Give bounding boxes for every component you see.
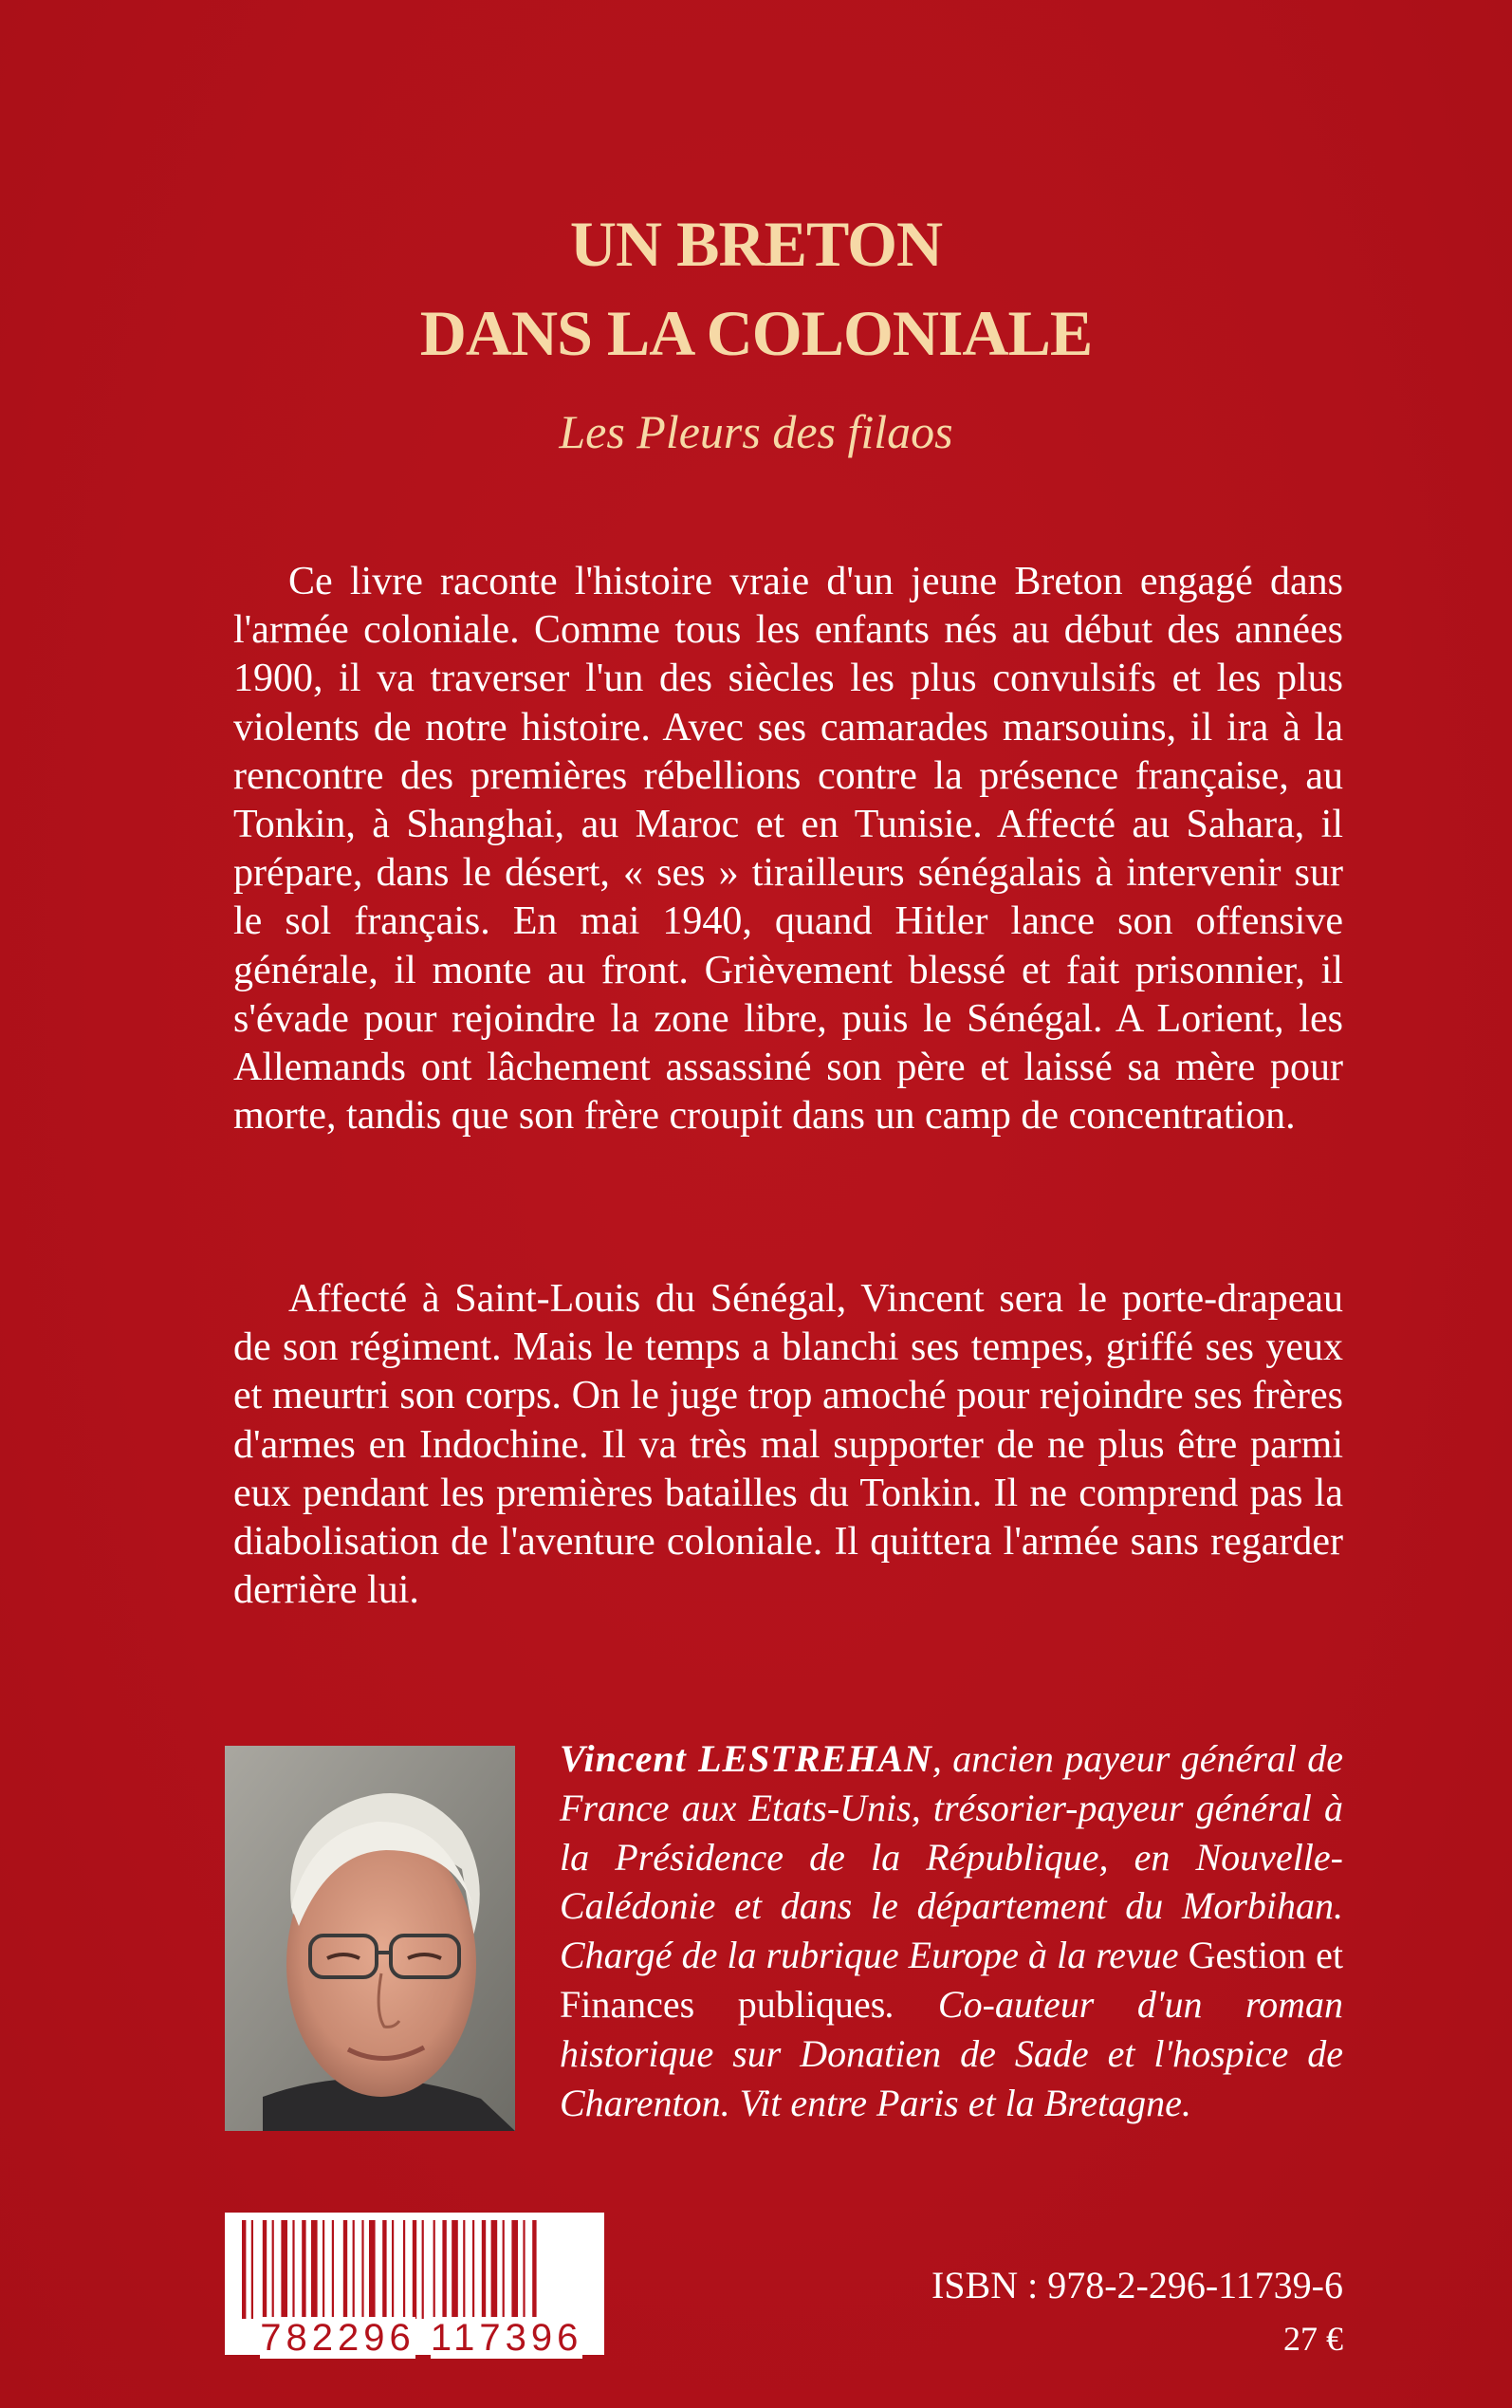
synopsis-paragraph-1: Ce livre raconte l'histoire vraie d'un jeune Breton engagé dans l'armée coloniale. Comme tous les enfants nés au début des années 1900, il va traverser l'un des siècles les plus convulsifs et les plus violents de notre histoire. Avec ses camarades marsouins, il ira à la rencontre des premières rébellions contre la présence française, au Tonkin, à Shanghai, au Maroc et en Tunisie. Affecté au Sahara, il prépare, dans le désert, « ses » tirailleurs sénégalais à intervenir sur le sol français. En mai 1940, quand Hitler lance son offensive générale, il monte au front. Grièvement blessé et fait prisonnier, il s'évade pour rejoindre la zone libre, puis le Sénégal. A Lorient, les Allemands ont lâchement assassiné son père et laissé sa mère pour morte, tandis que son frère croupit dans un camp de concentration. [233, 560, 1343, 1139]
barcode-group-2: 117396 [430, 2317, 583, 2359]
barcode-bar [482, 2220, 486, 2319]
barcode-bar [452, 2220, 458, 2319]
barcode-bar [472, 2220, 474, 2319]
author-bio [560, 1734, 1343, 2127]
price: 27 € [1283, 2320, 1343, 2358]
barcode-bar [281, 2220, 287, 2319]
barcode-bar [292, 2220, 294, 2319]
barcode-bar [392, 2220, 394, 2319]
author-portrait-illustration [225, 1746, 515, 2131]
barcode-lead-digit: 9 [225, 2317, 251, 2359]
barcode-bar [251, 2220, 253, 2319]
barcode-bar [422, 2220, 424, 2319]
barcode-bar [353, 2220, 355, 2319]
isbn: ISBN : 978-2-296-11739-6 [931, 2264, 1343, 2306]
barcode-bar [343, 2220, 347, 2319]
author-bio-journal: Gestion et Finances publiques [560, 1934, 1343, 2026]
author-bio-part-2: . Co-auteur d'un roman historique sur Donatien de Sade et l'hospice de Charenton. Vit entre Paris et la Bretagne. [560, 1982, 1343, 2124]
barcode-bar [361, 2220, 363, 2319]
book-title-line-2: DANS LA COLONIALE [419, 297, 1093, 369]
author-name: Vincent LESTREHAN [560, 1737, 932, 1780]
book-subtitle: Les Pleurs des filaos [559, 405, 953, 458]
book-title-line-1: UN BRETON [569, 208, 943, 280]
barcode-bar [242, 2220, 246, 2319]
barcode-bar [442, 2220, 446, 2319]
barcode-bar [532, 2220, 536, 2319]
barcode-bars [225, 2213, 604, 2319]
barcode-bar [272, 2220, 274, 2319]
barcode-bar [382, 2220, 386, 2319]
barcode-bar [311, 2220, 318, 2319]
barcode-bar [433, 2220, 435, 2319]
author-photo [225, 1746, 515, 2131]
barcode-bar [503, 2220, 505, 2319]
synopsis-paragraph-2: Affecté à Saint-Louis du Sénégal, Vincent sera le porte-drapeau de son régiment. Mais le temps a blanchi ses tempes, griffé ses yeux et meurtri son corps. On le juge trop amoché pour rejoindre ses frères d'armes en Indochine. Il va très mal supporter de ne plus être parmi eux pendant les premières batailles du Tonkin. Il ne comprend pas la diabolisation de l'aventure coloniale. Il quittera l'armée sans regarder derrière lui. [233, 1277, 1343, 1613]
barcode-bar [302, 2220, 305, 2319]
barcode-bar [413, 2220, 416, 2319]
barcode-bar [403, 2220, 405, 2319]
barcode-bar [511, 2220, 518, 2319]
author-bio-part-1: , ancien payeur général de France aux Etats-Unis, trésorier-payeur général à la Présidence de la République, en Nouvelle-Calédonie et dans le département du Morbihan. Chargé de la rubrique Europe à la revue [560, 1737, 1344, 1977]
barcode-number [225, 2317, 604, 2361]
barcode-bar [523, 2220, 525, 2319]
barcode-bar [323, 2220, 324, 2319]
barcode-bar [369, 2220, 376, 2319]
barcode-bar [263, 2220, 267, 2319]
barcode-bar [332, 2220, 334, 2319]
barcode-bar [463, 2220, 465, 2319]
barcode-group-1: 782296 [260, 2317, 415, 2359]
barcode-bar [491, 2220, 498, 2319]
